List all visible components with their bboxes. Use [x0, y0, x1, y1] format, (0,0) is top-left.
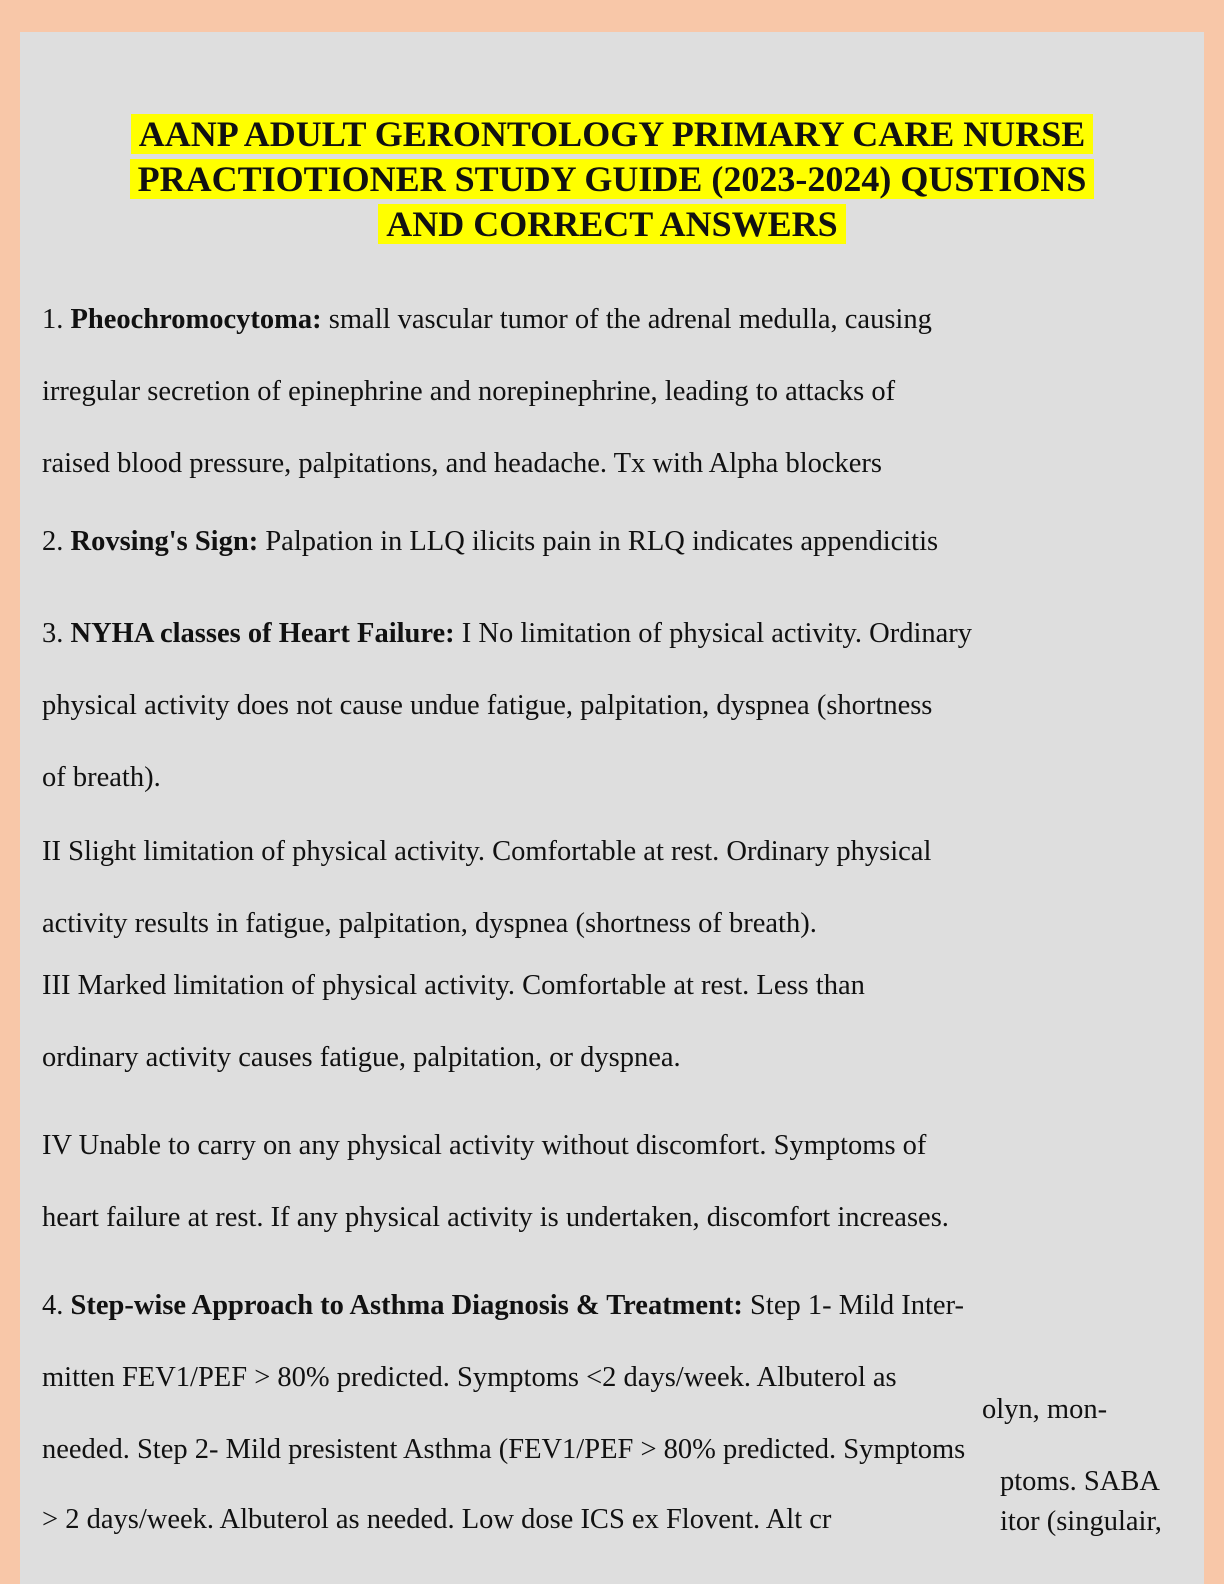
item-3-line-4: II Slight limitation of physical activity. Comfortable at rest. Ordinary physical — [42, 836, 932, 867]
overflow-fragment-3: itor (singulair, — [1000, 1506, 1162, 1537]
item-3-line-7: ordinary activity causes fatigue, palpitation, or dyspnea. — [42, 1042, 681, 1073]
title-line-3: AND CORRECT ANSWERS — [378, 204, 845, 244]
item-3-line-3: of breath). — [42, 762, 161, 793]
item-1-number: 1. — [42, 304, 64, 335]
item-1-line-3: raised blood pressure, palpitations, and headache. Tx with Alpha blockers — [42, 448, 882, 479]
item-3-line-1 — [42, 618, 972, 650]
item-1-line-1 — [42, 304, 932, 336]
item-3-line-2: physical activity does not cause undue fatigue, palpitation, dyspnea (shortness — [42, 690, 933, 721]
overflow-fragment-2: ptoms. SABA — [1000, 1466, 1160, 1497]
overflow-fragment-1: olyn, mon- — [982, 1394, 1108, 1425]
item-3-number: 3. — [42, 618, 64, 649]
item-4-term: Step-wise Approach to Asthma Diagnosis & Treatment: — [70, 1290, 743, 1321]
item-3-line-8: IV Unable to carry on any physical activity without discomfort. Symptoms of — [42, 1130, 927, 1161]
item-4-line-1 — [42, 1290, 964, 1322]
item-3-line-9: heart failure at rest. If any physical activity is undertaken, discomfort increases. — [42, 1202, 949, 1233]
item-2-text: Palpation in LLQ ilicits pain in RLQ indicates appendicitis — [265, 526, 939, 557]
item-3-text: I No limitation of physical activity. Ordinary — [461, 618, 973, 649]
item-1-term: Pheochromocytoma: — [70, 304, 322, 335]
item-3-term: NYHA classes of Heart Failure: — [70, 618, 455, 649]
item-3-line-6: III Marked limitation of physical activity. Comfortable at rest. Less than — [42, 970, 865, 1001]
item-2-number: 2. — [42, 526, 64, 557]
item-4-line-4: > 2 days/week. Albuterol as needed. Low dose ICS ex Flovent. Alt cr — [42, 1504, 832, 1535]
title-line-1: AANP ADULT GERONTOLOGY PRIMARY CARE NURSE — [131, 114, 1094, 154]
title-line-2: PRACTIOTIONER STUDY GUIDE (2023-2024) QUSTIONS — [130, 159, 1095, 199]
item-2-line-1 — [42, 526, 938, 558]
item-3-line-5: activity results in fatigue, palpitation, dyspnea (shortness of breath). — [42, 908, 817, 939]
item-4-text: Step 1- Mild Inter- — [750, 1290, 964, 1321]
item-1-line-2: irregular secretion of epinephrine and norepinephrine, leading to attacks of — [42, 376, 896, 407]
item-4-number: 4. — [42, 1290, 64, 1321]
document-page — [20, 32, 1204, 1584]
document-title — [20, 112, 1204, 247]
item-2-term: Rovsing's Sign: — [70, 526, 259, 557]
item-4-line-2: mitten FEV1/PEF > 80% predicted. Symptoms <2 days/week. Albuterol as — [42, 1362, 897, 1393]
item-1-text: small vascular tumor of the adrenal medulla, causing — [328, 304, 932, 335]
item-4-line-3: needed. Step 2- Mild presistent Asthma (FEV1/PEF > 80% predicted. Symptoms — [42, 1434, 966, 1465]
